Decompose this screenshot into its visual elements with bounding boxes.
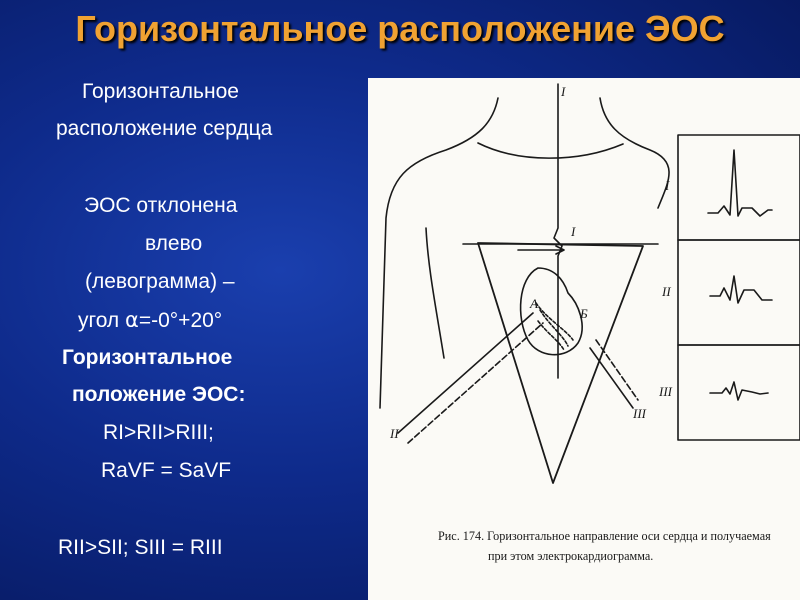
text-line-6: угол ⍺=-0°+20° — [78, 309, 223, 332]
text-line-5: (левограмма) – — [85, 270, 235, 293]
heart-label-b: Б — [580, 306, 588, 321]
text-line-8: положение ЭОС: — [72, 383, 246, 406]
slide-title: Горизонтальное расположение ЭОС — [75, 8, 725, 49]
text-line-4: влево — [145, 232, 203, 255]
lead-label-I: I — [665, 178, 670, 193]
text-line-9: RI>RII>RIII; — [103, 421, 214, 444]
ecg-trace-III — [710, 382, 768, 400]
heart — [521, 268, 583, 355]
ecg-figure — [368, 78, 800, 600]
text-line-11: RII>SII; SIII = RIII — [58, 536, 223, 559]
text-line-3: ЭОС отклонена — [84, 194, 238, 217]
lead-label-III: III — [659, 384, 672, 399]
axis-I-line — [554, 84, 562, 378]
heart-label-a: A — [530, 296, 538, 311]
axis-label-II: II — [390, 426, 399, 441]
figure-caption-line-1: Рис. 174. Горизонтальное направление оси сердца и получаемая — [438, 529, 771, 543]
axis-label-I: I — [571, 224, 576, 239]
lead-box-II — [678, 240, 800, 345]
text-line-10: RaVF = SaVF — [101, 459, 232, 482]
body-outline-right — [600, 98, 669, 208]
lead-label-II: II — [662, 284, 671, 299]
axis-II-line — [408, 323, 543, 443]
arm-left — [426, 228, 444, 358]
text-line-1: Горизонтальное — [82, 80, 239, 103]
axis-label-III: III — [633, 406, 646, 421]
ecg-trace-I — [708, 150, 772, 216]
axis-III-line — [590, 348, 633, 408]
figure-caption-line-2: при этом электрокардиограмма. — [488, 549, 654, 563]
ecg-trace-II — [710, 276, 772, 303]
text-line-7: Горизонтальное — [62, 346, 233, 369]
lead-box-III — [678, 345, 800, 440]
axis-label-top-I: I — [561, 84, 566, 99]
lead-box-I — [678, 135, 800, 240]
text-line-2: расположение сердца — [56, 117, 273, 140]
ecg-illustration — [368, 78, 800, 600]
